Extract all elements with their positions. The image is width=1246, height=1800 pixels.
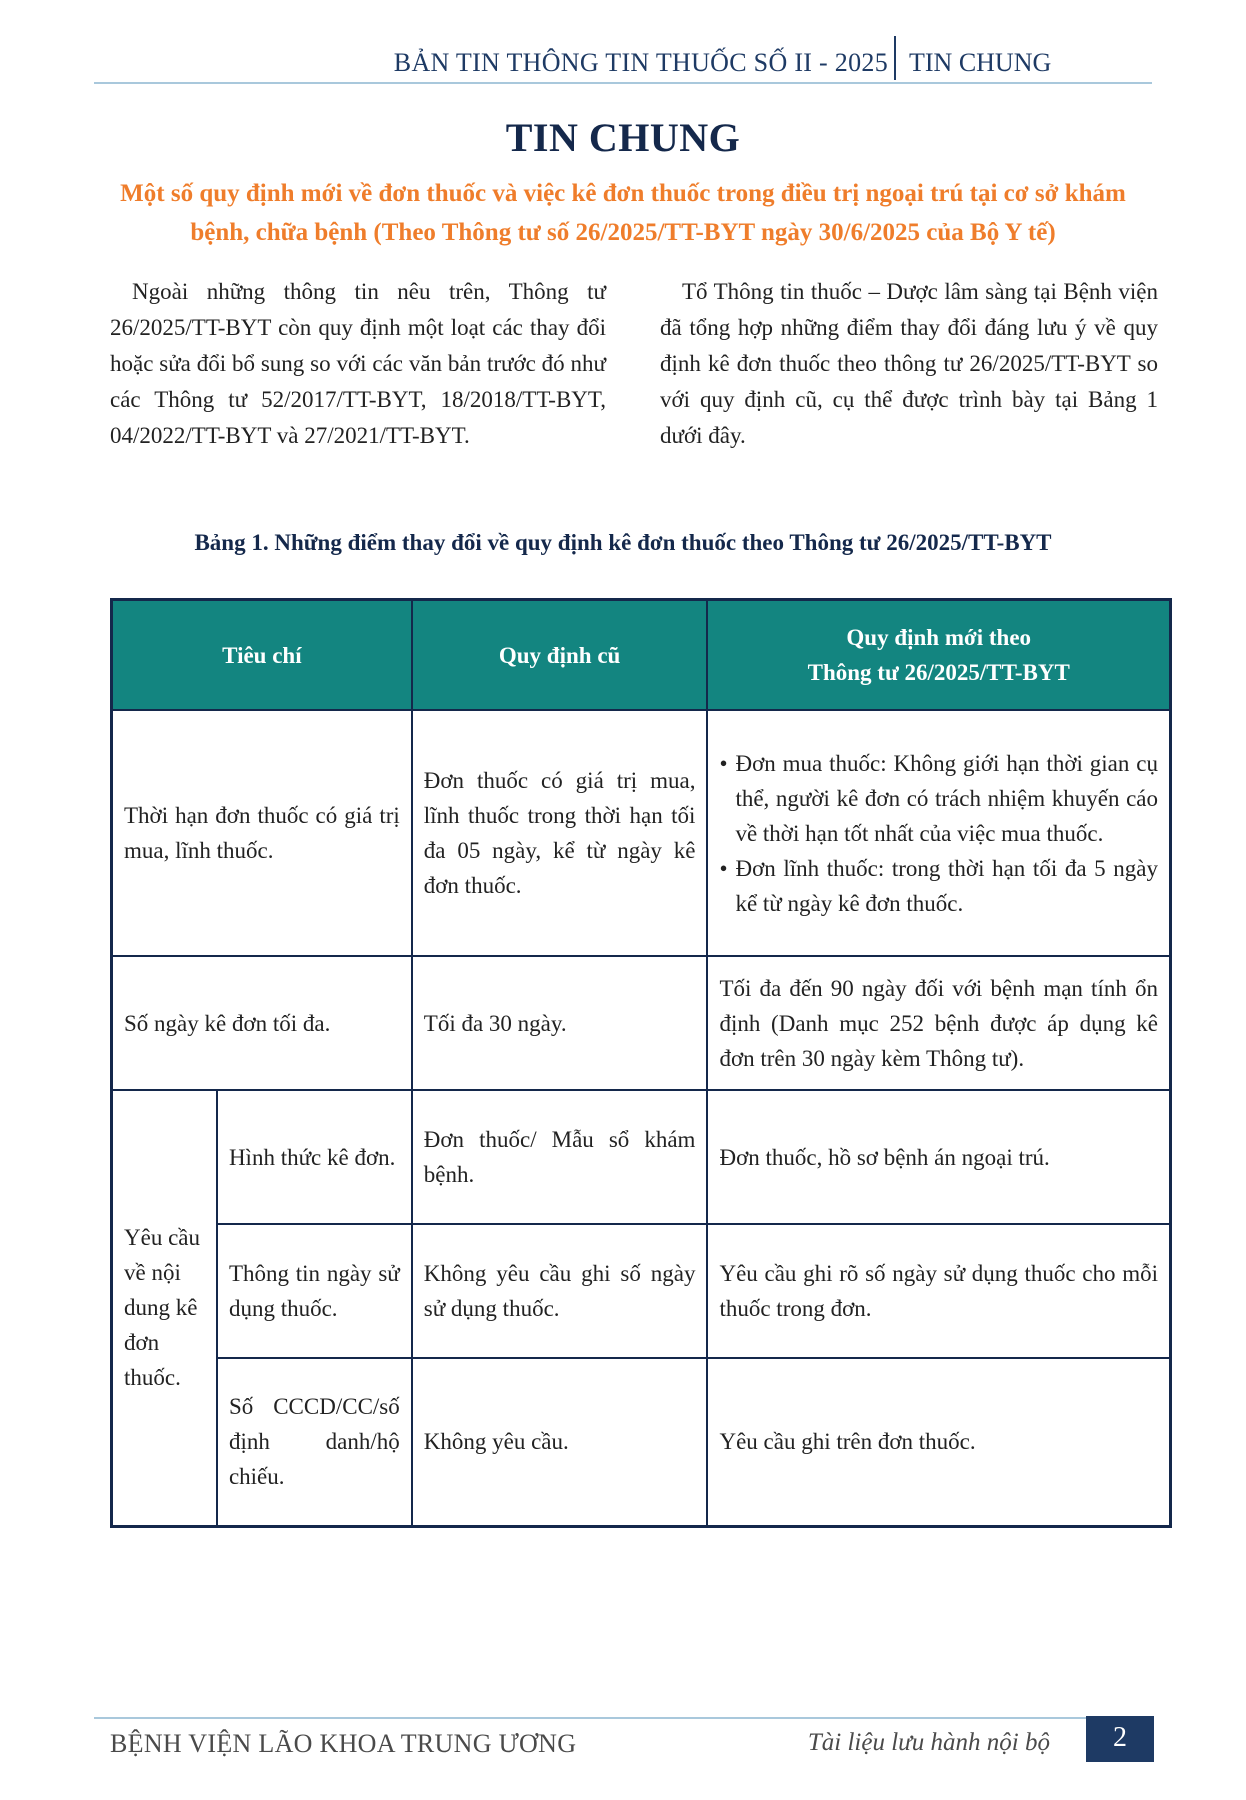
hospital-name: BỆNH VIỆN LÃO KHOA TRUNG ƯƠNG <box>110 1729 577 1758</box>
sub-criteria: Hình thức kê đơn. <box>217 1090 412 1224</box>
table-row <box>112 1224 1171 1358</box>
table-caption: Bảng 1. Những điểm thay đổi về quy định kê đơn thuốc theo Thông tư 26/2025/TT-BYT <box>194 530 1052 555</box>
table-row <box>112 710 1171 956</box>
sub-criteria: Số CCCD/CC/số định danh/hộ chiếu. <box>217 1358 412 1526</box>
newsletter-title: BẢN TIN THÔNG TIN THUỐC SỐ II - 2025 <box>393 48 888 77</box>
table-row <box>112 956 1171 1090</box>
row1-new-rule <box>707 710 1170 956</box>
list-item: • Đơn lĩnh thuốc: trong thời hạn tối đa 5 ngày kể từ ngày kê đơn thuốc. <box>719 851 1158 921</box>
group-criteria: Yêu cầu về nội dung kê đơn thuốc. <box>112 1090 217 1526</box>
header-old-rule: Quy định cũ <box>412 600 708 711</box>
row2-new-rule: Tối đa đến 90 ngày đối với bệnh mạn tính ổn định (Danh mục 252 bệnh được áp dụng kê đơn trên 30 ngày kèm Thông tư). <box>707 956 1170 1090</box>
intro-right-column <box>660 274 1158 454</box>
row1-criteria: Thời hạn đơn thuốc có giá trị mua, lĩnh thuốc. <box>112 710 412 956</box>
section-name: TIN CHUNG <box>909 48 1052 77</box>
header-divider <box>894 36 896 80</box>
intro-left-paragraph: Ngoài những thông tin nêu trên, Thông tư 26/2025/TT-BYT còn quy định một loạt các thay đổi hoặc sửa đổi bổ sung so với các văn bản trước đó như các Thông tư 52/2017/TT-BYT, 18/2018/TT-BYT, 04/2022/TT-BYT và 27/2021/TT-BYT. <box>110 279 606 448</box>
sub-new-rule: Yêu cầu ghi rõ số ngày sử dụng thuốc cho mỗi thuốc trong đơn. <box>707 1224 1170 1358</box>
sub-old-rule: Đơn thuốc/ Mẫu sổ khám bệnh. <box>412 1090 708 1224</box>
table-row <box>112 1090 1171 1224</box>
header-new-line2: Thông tư 26/2025/TT-BYT <box>807 660 1070 685</box>
page-title: TIN CHUNG <box>505 115 741 160</box>
sub-new-rule: Yêu cầu ghi trên đơn thuốc. <box>707 1358 1170 1526</box>
article-subtitle: Một số quy định mới về đơn thuốc và việc kê đơn thuốc trong điều trị ngoại trú tại cơ sở khám bệnh, chữa bệnh (Theo Thông tư số 26/2025/TT-BYT ngày 30/6/2025 của Bộ Y tế) <box>120 180 1126 246</box>
intro-left-column <box>110 274 606 454</box>
list-item: • Đơn mua thuốc: Không giới hạn thời gian cụ thể, người kê đơn có trách nhiệm khuyến cáo về thời hạn tốt nhất của việc mua thuốc. <box>719 746 1158 851</box>
table-row <box>112 1358 1171 1526</box>
intro-right-paragraph: Tổ Thông tin thuốc – Dược lâm sàng tại Bệnh viện đã tổng hợp những điểm thay đổi đáng lưu ý về quy định kê đơn thuốc theo thông tư 26/2025/TT-BYT so với quy định cũ, cụ thể được trình bày tại Bảng 1 dưới đây. <box>660 279 1158 448</box>
row2-criteria: Số ngày kê đơn tối đa. <box>112 956 412 1090</box>
sub-old-rule: Không yêu cầu. <box>412 1358 708 1526</box>
header-new-line1: Quy định mới theo <box>846 625 1032 650</box>
row2-old-rule: Tối đa 30 ngày. <box>412 956 708 1090</box>
internal-doc-note: Tài liệu lưu hành nội bộ <box>807 1729 1050 1756</box>
comparison-table <box>110 598 1172 1528</box>
table-header-row <box>112 600 1171 711</box>
header-criteria: Tiêu chí <box>112 600 412 711</box>
sub-new-rule: Đơn thuốc, hồ sơ bệnh án ngoại trú. <box>707 1090 1170 1224</box>
footer-divider <box>94 1717 1152 1719</box>
page-number: 2 <box>1086 1716 1154 1762</box>
sub-old-rule: Không yêu cầu ghi số ngày sử dụng thuốc. <box>412 1224 708 1358</box>
header-new-rule <box>707 600 1170 711</box>
page-header <box>94 40 1152 84</box>
sub-criteria: Thông tin ngày sử dụng thuốc. <box>217 1224 412 1358</box>
row1-old-rule: Đơn thuốc có giá trị mua, lĩnh thuốc trong thời hạn tối đa 05 ngày, kể từ ngày kê đơn thuốc. <box>412 710 708 956</box>
row1-new-bullets <box>719 746 1158 921</box>
